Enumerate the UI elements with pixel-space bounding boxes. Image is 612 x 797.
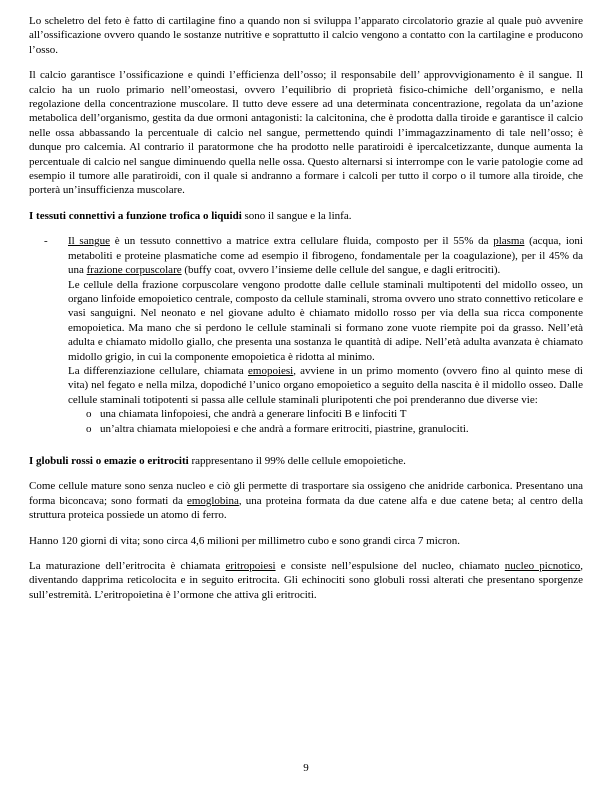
page-number: 9 <box>303 761 309 774</box>
paragraph-blood-definition <box>68 234 583 277</box>
term-emopoiesi: emopoiesi <box>248 364 294 377</box>
sub-item-label: un’altra chiamata mielopoiesi e che andrà a formare eritrociti, piastrine, granulociti. <box>100 422 469 435</box>
paragraph-eritropoiesi <box>29 559 583 602</box>
circle-bullet-marker: o <box>86 422 92 435</box>
section-spacer <box>29 447 583 454</box>
term-plasma: plasma <box>493 235 525 248</box>
paragraph-calcium: Il calcio garantisce l’ossificazione e quindi l’efficienza dell’osso; il responsabile dell’ approvvigionamento è il sangue. Il calcio ha un ruolo primario nell’omeostasi, ovvero l’equilibrio di proprietà fisico-chimiche dell’organismo, e nella regolazione della concentrazione muscolare. Il tutto deve essere ad una determinata concentrazione, regolata da un’azione metabolica dell’organismo, gestita da due ormoni antagonisti: la calcitonina, che è prodotta dalla tiroide e garantisce il calcio nelle ossa abbassando la percentuale di calcio nel sangue, permettendo quindi l’immagazzinamento di tale nell’osso; è dunque pro calcemia. Al contrario il paratormone che ha prodotto nelle paratiroidi è ipercalcetizzante, dunque aumenta la percentuale di calcio nel sangue diminuendo quella nelle ossa. Questo alternarsi si interrompe con le varie patologie come ad esempio il tumore alle paratiroidi, con il quale si andranno a formare i calcoli per tutto il corpo o il tumore alla tiroide, che porterà un’insufficienza muscolare. <box>29 69 583 197</box>
paragraph-differentiation <box>68 364 583 407</box>
term-frazione-corpuscolare: frazione corpuscolare <box>86 264 182 277</box>
circle-bullet-marker: o <box>86 408 92 421</box>
list-item-blood <box>29 234 583 436</box>
term-nucleo-picnotico: nucleo picnotico <box>504 560 581 572</box>
blood-seg3: (buffy coat, ovvero l’insieme delle cellule del sangue, e dagli eritrociti). <box>181 264 501 277</box>
differentiation-seg2: , avviene in un primo momento (ovvero fino al quinto mese di vita) nel fegato e nella milza, dopodiché l’unico organo emopoietico a seguito della nascita è il midollo osseo. Dalle cellule staminali totipotenti si passa alle cellule staminali pluripotenti che poi prenderanno due diverse vie: <box>68 364 583 406</box>
eritropoiesi-seg2: e consiste nell’espulsione del nucleo, chiamato <box>275 560 505 572</box>
blood-seg2: (acqua, ioni metaboliti e proteine plasmatiche come ad esempio il fibrogeno, fondamentale per la coagulazione), per il 45% da una <box>68 235 583 277</box>
heading-globuli-rest: rappresentano il 99% delle cellule emopoietiche. <box>188 454 406 467</box>
term-eritropoiesi: eritropoiesi <box>225 560 276 572</box>
heading-tessuti-rest: sono il sangue e la linfa. <box>241 209 352 222</box>
heading-tessuti-bold: I tessuti connettivi a funzione trofica o liquidi <box>29 209 242 222</box>
list-item-mielopoiesi <box>68 422 583 436</box>
paragraph-skeleton-fetus: Lo scheletro del feto è fatto di cartilagine fino a quando non si sviluppa l’apparato circolatorio grazie al quale può avvenire all’ossificazione ovvero quando le sostanze nutritive e soprattutto il calcio vengono a contatto con la cartilagine e producono l’osso. <box>29 15 583 56</box>
eritropoiesi-seg1: La maturazione dell’eritrocita è chiamata <box>29 560 226 572</box>
list-item-linfopoiesi <box>68 407 583 421</box>
heading-globuli-bold: I globuli rossi o emazie o eritrociti <box>29 454 189 467</box>
blood-bullet-list <box>29 234 583 436</box>
mature-cells-seg1: Come cellule mature sono senza nucleo e ciò gli permette di trasportare sia ossigeno che anidride carbonica. Presentano una forma biconcava; sono formati da <box>29 480 583 507</box>
eritropoiesi-seg3: , diventando dapprima reticolocita e in seguito eritrocita. Gli echinociti sono globuli rossi alterati che presentano sporgenze sull’estremità. L’eritropoietina è l’ormone che attiva gli eritrociti. <box>29 560 583 601</box>
term-emoglobina: emoglobina <box>186 494 239 507</box>
sub-item-label: una chiamata linfopoiesi, che andrà a generare linfociti B e linfociti T <box>100 408 407 421</box>
blood-bullet-body <box>68 234 583 436</box>
heading-tessuti-connettivi <box>29 209 583 223</box>
blood-seg1: è un tessuto connettivo a matrice extra cellulare fluida, composto per il 55% da <box>109 235 494 248</box>
dash-bullet-marker: - <box>44 235 48 248</box>
paragraph-bone-marrow: Le cellule della frazione corpuscolare vengono prodotte dalle cellule staminali multipotenti del midollo osseo, un organo linfoide emopoietico centrale, composto da cellule staminali, stroma ovvero uno strato connettivo reticolare e vasi sanguigni. Nel neonato e nel giovane adulto è chiamato midollo rosso per via della sua ricca componente emopoietica. Ma mano che si perdono le cellule staminali si formano zone vuote riempite poi da grasso. Nell’età adulta e chiamato midollo giallo, che presenta una sostanza le quantità di adipe. Nell’età adulta avanzata è chiamato midollo grigio, in cui la componente emopoietica è ridotta al minimo. <box>68 278 583 363</box>
paragraph-mature-cells <box>29 479 583 522</box>
paragraph-lifespan: Hanno 120 giorni di vita; sono circa 4,6 milioni per millimetro cubo e sono grandi circa 7 micron. <box>29 534 461 547</box>
heading-globuli-rossi <box>29 454 583 468</box>
differentiation-seg1: La differenziazione cellulare, chiamata <box>68 364 248 377</box>
differentiation-sub-list <box>68 407 583 436</box>
term-il-sangue: Il sangue <box>68 235 110 248</box>
mature-cells-seg2: , una proteina formata da due catene alfa e due catene beta; al centro della struttura proteica possiede un atomo di ferro. <box>29 494 583 522</box>
